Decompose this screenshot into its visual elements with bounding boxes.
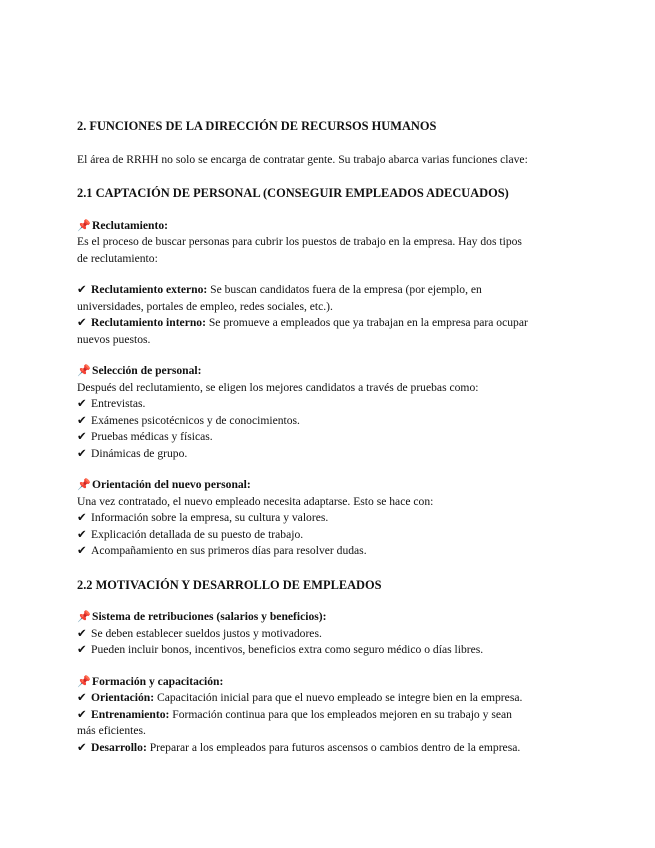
orientacion-title: Orientación del nuevo personal: bbox=[92, 478, 251, 491]
section-2-1-title: 2.1 CAPTACIÓN DE PERSONAL (CONSEGUIR EMPLEADOS ADECUADOS) bbox=[77, 186, 509, 200]
list-item: ✔ Se deben establecer sueldos justos y motivadores. bbox=[77, 626, 587, 643]
formacion-entrenamiento-text-1: Formación continua para que los empleados mejoren en su trabajo y sean bbox=[169, 707, 512, 721]
list-item: ✔ Dinámicas de grupo. bbox=[77, 446, 587, 463]
list-item: ✔ Pueden incluir bonos, incentivos, beneficios extra como seguro médico o días libres. bbox=[77, 642, 587, 659]
seleccion-desc: Después del reclutamiento, se eligen los mejores candidatos a través de pruebas como: bbox=[77, 380, 479, 394]
list-item: ✔ Pruebas médicas y físicas. bbox=[77, 429, 587, 446]
formacion-desarrollo-label: Desarrollo: bbox=[91, 740, 147, 754]
pushpin-icon: 📌 bbox=[77, 675, 91, 688]
checkmark-icon: ✔ bbox=[77, 707, 87, 721]
list-item: ✔ Entrevistas. bbox=[77, 396, 587, 413]
formacion-desarrollo-text: Preparar a los empleados para futuros ascensos o cambios dentro de la empresa. bbox=[146, 740, 521, 754]
reclutamiento-externo-text-2: universidades, portales de empleo, redes sociales, etc.). bbox=[77, 299, 333, 313]
list-item: ✔ Información sobre la empresa, su cultura y valores. bbox=[77, 510, 587, 527]
reclutamiento-block bbox=[77, 218, 587, 268]
checkmark-icon: ✔ bbox=[77, 643, 87, 656]
orientacion-desc: Una vez contratado, el nuevo empleado necesita adaptarse. Esto se hace con: bbox=[77, 494, 434, 508]
pushpin-icon: 📌 bbox=[77, 219, 91, 232]
list-item: ✔ Acompañamiento en sus primeros días para resolver dudas. bbox=[77, 543, 587, 560]
reclutamiento-title: Reclutamiento: bbox=[92, 218, 168, 232]
reclutamiento-desc-line1: Es el proceso de buscar personas para cubrir los puestos de trabajo en la empresa. Hay dos tipos bbox=[77, 235, 522, 248]
reclutamiento-interno-text-1: Se promueve a empleados que ya trabajan en la empresa para ocupar bbox=[205, 316, 528, 329]
checkmark-icon: ✔ bbox=[77, 397, 87, 410]
checkmark-icon: ✔ bbox=[77, 544, 87, 557]
reclutamiento-interno-label: Reclutamiento interno: bbox=[91, 316, 206, 329]
orientacion-block bbox=[77, 477, 587, 560]
formacion-block bbox=[77, 674, 587, 757]
section-2-2-title: 2.2 MOTIVACIÓN Y DESARROLLO DE EMPLEADOS bbox=[77, 577, 382, 592]
checkmark-icon: ✔ bbox=[77, 527, 87, 541]
pushpin-icon: 📌 bbox=[77, 365, 91, 377]
document-content bbox=[77, 118, 587, 756]
checkmark-icon: ✔ bbox=[77, 511, 87, 524]
retribuciones-block bbox=[77, 609, 587, 659]
formacion-orientacion-label: Orientación: bbox=[91, 691, 155, 704]
checkmark-icon: ✔ bbox=[77, 283, 87, 296]
checkmark-icon: ✔ bbox=[77, 316, 87, 329]
checkmark-icon: ✔ bbox=[77, 446, 87, 460]
checkmark-icon: ✔ bbox=[77, 740, 87, 754]
reclutamiento-types bbox=[77, 282, 587, 348]
reclutamiento-interno-text-2: nuevos puestos. bbox=[77, 332, 151, 346]
formacion-entrenamiento-text-2: más eficientes. bbox=[77, 724, 146, 737]
pushpin-icon: 📌 bbox=[77, 611, 91, 623]
retribuciones-title: Sistema de retribuciones (salarios y beneficios): bbox=[92, 610, 327, 623]
formacion-entrenamiento-label: Entrenamiento: bbox=[91, 707, 170, 721]
seleccion-title: Selección de personal: bbox=[92, 364, 202, 377]
seleccion-block bbox=[77, 363, 587, 462]
checkmark-icon: ✔ bbox=[77, 430, 87, 443]
list-item: ✔ Explicación detallada de su puesto de trabajo. bbox=[77, 527, 587, 544]
reclutamiento-externo-label: Reclutamiento externo: bbox=[91, 283, 208, 296]
checkmark-icon: ✔ bbox=[77, 691, 87, 704]
list-item: ✔ Exámenes psicotécnicos y de conocimientos. bbox=[77, 413, 587, 430]
reclutamiento-externo-text-1: Se buscan candidatos fuera de la empresa (por ejemplo, en bbox=[207, 283, 482, 296]
section-2-title: 2. FUNCIONES DE LA DIRECCIÓN DE RECURSOS HUMANOS bbox=[77, 119, 437, 133]
formacion-orientacion-text: Capacitación inicial para que el nuevo empleado se integre bien en la empresa. bbox=[154, 691, 523, 704]
pushpin-icon: 📌 bbox=[77, 479, 91, 491]
section-2-intro: El área de RRHH no solo se encarga de contratar gente. Su trabajo abarca varias funciones clave: bbox=[77, 152, 528, 166]
formacion-title: Formación y capacitación: bbox=[92, 674, 224, 688]
reclutamiento-desc-line2: de reclutamiento: bbox=[77, 251, 158, 265]
checkmark-icon: ✔ bbox=[77, 626, 87, 640]
checkmark-icon: ✔ bbox=[77, 413, 87, 427]
